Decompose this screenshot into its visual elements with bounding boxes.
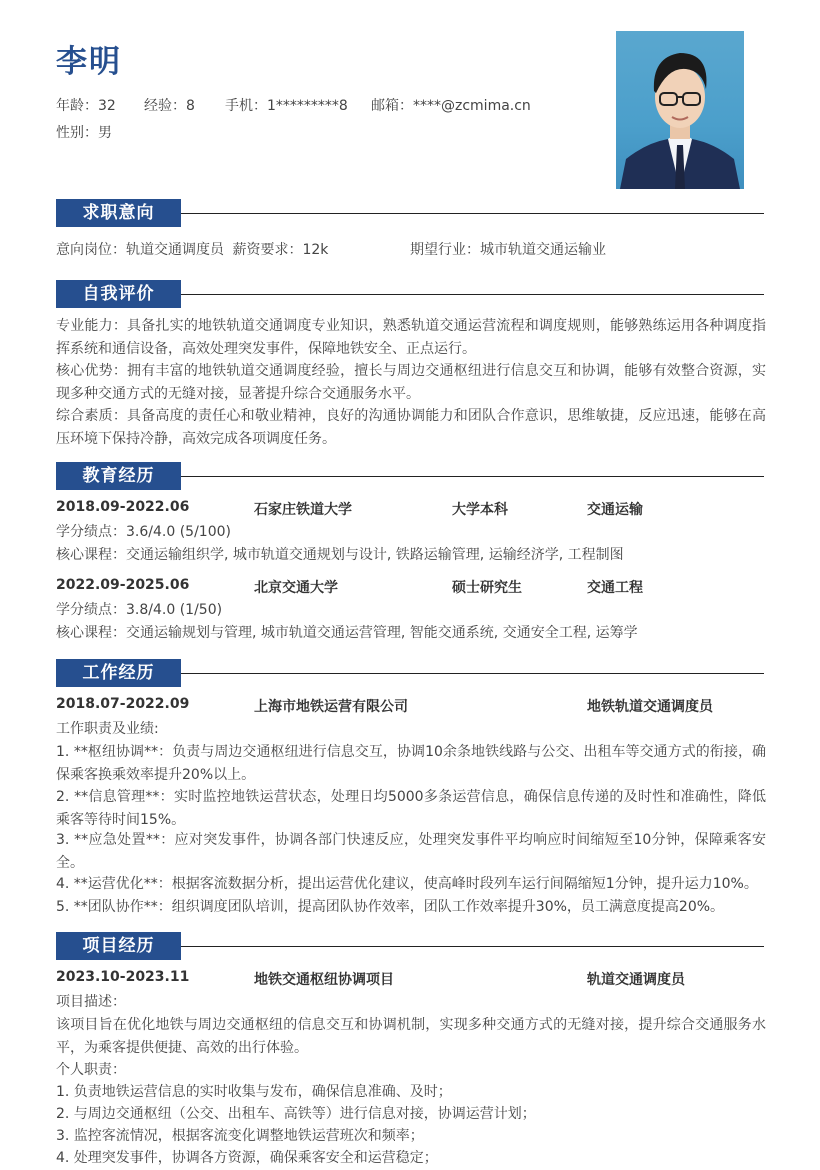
section-divider <box>181 294 764 295</box>
work-item-4: 4. **运营优化**：根据客流数据分析，提出运营优化建议，使高峰时段列车运行间隔缩短1分钟，提升运力10%。 <box>56 876 758 892</box>
project-description: 该项目旨在优化地铁与周边交通枢纽的信息交互和协调机制，实现多种交通方式的无缝对接，提升综合交通服务水平，为乘客提供便捷、高效的出行体验。 <box>56 1017 766 1056</box>
work-item-3: 3. **应急处置**：应对突发事件，协调各部门快速反应，处理突发事件平均响应时间缩短至10分钟，保障乘客安全。 <box>56 832 766 871</box>
section-education <box>56 462 764 490</box>
email-text: 邮箱：****@zcmima.cn <box>371 98 531 114</box>
work-period: 2018.07-2022.09 <box>56 696 190 712</box>
section-divider <box>181 476 764 477</box>
project-duty-1: 1. 负责地铁运营信息的实时收集与发布，确保信息准确、及时； <box>56 1084 452 1100</box>
education-school: 北京交通大学 <box>254 580 338 596</box>
work-item-5: 5. **团队协作**：组织调度团队培训，提高团队协作效率，团队工作效率提升30%，员工满意度提高20%。 <box>56 899 725 915</box>
section-divider <box>181 946 764 947</box>
work-entry-header <box>56 696 764 718</box>
section-title-work-experience: 工作经历 <box>56 659 181 687</box>
education-courses: 核心课程：交通运输规划与管理, 城市轨道交通运营管理, 智能交通系统, 交通安全工程, 运筹学 <box>56 625 638 641</box>
education-gpa: 学分绩点：3.8/4.0 (1/50) <box>56 602 223 618</box>
education-major: 交通工程 <box>587 580 643 596</box>
section-title-self-evaluation: 自我评价 <box>56 280 181 308</box>
project-desc-label: 项目描述： <box>56 994 126 1010</box>
project-duty-4: 4. 处理突发事件，协调各方资源，确保乘客安全和运营稳定； <box>56 1150 438 1166</box>
education-entry-1-header <box>56 499 764 521</box>
work-item-1: 1. **枢纽协调**：负责与周边交通枢纽进行信息交互，协调10余条地铁线路与公交、出租车等交通方式的衔接，确保乘客换乘效率提升20%以上。 <box>56 744 766 783</box>
section-title-project-experience: 项目经历 <box>56 932 181 960</box>
project-entry-header <box>56 969 764 991</box>
section-job-intent <box>56 199 764 227</box>
gender-row <box>56 122 112 142</box>
work-company: 上海市地铁运营有限公司 <box>254 699 408 715</box>
education-degree: 大学本科 <box>452 502 508 518</box>
section-project-experience <box>56 932 764 960</box>
age-text: 年龄：32 <box>56 98 116 114</box>
basic-info-row <box>56 95 531 115</box>
section-work-experience <box>56 659 764 687</box>
work-item-2: 2. **信息管理**：实时监控地铁运营状态，处理日均5000多条运营信息，确保信息传递的及时性和准确性，降低乘客等待时间15%。 <box>56 789 766 828</box>
candidate-name: 李明 <box>56 44 122 80</box>
self-eval-paragraph-2: 核心优势：拥有丰富的地铁轨道交通调度经验，擅长与周边交通枢纽进行信息交互和协调，能够有效整合资源，实现多种交通方式的无缝对接，显著提升综合交通服务水平。 <box>56 363 766 402</box>
project-duty-2: 2. 与周边交通枢纽（公交、出租车、高铁等）进行信息对接，协调运营计划； <box>56 1106 536 1122</box>
gender-text: 性别：男 <box>56 125 112 141</box>
profile-photo <box>616 31 744 189</box>
experience-text: 经验：8 <box>144 98 195 114</box>
work-intro: 工作职责及业绩: <box>56 721 159 737</box>
education-period: 2018.09-2022.06 <box>56 499 190 515</box>
education-major: 交通运输 <box>587 502 643 518</box>
project-duty-3: 3. 监控客流情况，根据客流变化调整地铁运营班次和频率； <box>56 1128 424 1144</box>
education-entry-2-header <box>56 577 764 599</box>
phone-text: 手机：1*********8 <box>225 98 348 114</box>
section-self-evaluation <box>56 280 764 308</box>
section-divider <box>181 213 764 214</box>
project-duty-label: 个人职责： <box>56 1062 126 1078</box>
section-title-job-intent: 求职意向 <box>56 199 181 227</box>
project-period: 2023.10-2023.11 <box>56 969 190 985</box>
intent-position: 意向岗位：轨道交通调度员 <box>56 242 224 258</box>
intent-industry: 期望行业：城市轨道交通运输业 <box>410 242 606 258</box>
education-school: 石家庄铁道大学 <box>254 502 352 518</box>
education-gpa: 学分绩点：3.6/4.0 (5/100) <box>56 524 231 540</box>
education-period: 2022.09-2025.06 <box>56 577 190 593</box>
self-eval-paragraph-3: 综合素质：具备高度的责任心和敬业精神，良好的沟通协调能力和团队合作意识，思维敏捷，反应迅速，能够在高压环境下保持冷静，高效完成各项调度任务。 <box>56 408 766 447</box>
education-degree: 硕士研究生 <box>452 580 522 596</box>
section-title-education: 教育经历 <box>56 462 181 490</box>
self-eval-paragraph-1: 专业能力：具备扎实的地铁轨道交通调度专业知识，熟悉轨道交通运营流程和调度规则，能够熟练运用各种调度指挥系统和通信设备，高效处理突发事件，保障地铁安全、正点运行。 <box>56 318 766 357</box>
work-role: 地铁轨道交通调度员 <box>587 699 713 715</box>
intent-salary: 薪资要求：12k <box>232 242 329 258</box>
project-role: 轨道交通调度员 <box>587 972 685 988</box>
project-name: 地铁交通枢纽协调项目 <box>254 972 394 988</box>
education-courses: 核心课程：交通运输组织学, 城市轨道交通规划与设计, 铁路运输管理, 运输经济学, 工程制图 <box>56 547 624 563</box>
intent-row <box>56 239 764 262</box>
section-divider <box>181 673 764 674</box>
